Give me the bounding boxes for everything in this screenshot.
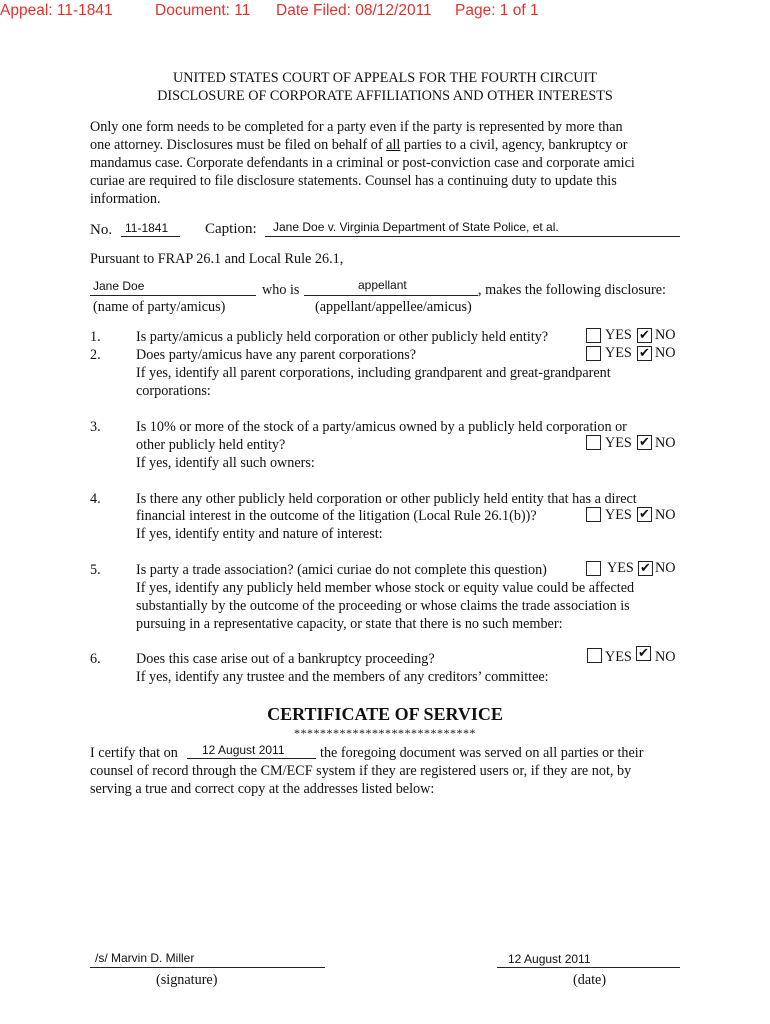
- q5-text: Is party a trade association? (amici curiae do not complete this question): [136, 562, 547, 578]
- certify-line3: serving a true and correct copy at the addresses listed below:: [90, 781, 435, 797]
- q6-yes-checkbox[interactable]: [587, 648, 602, 663]
- q6-text: Does this case arise out of a bankruptcy proceeding?: [136, 651, 435, 667]
- party-name-underline: [90, 295, 256, 296]
- makes-disclosure-label: , makes the following disclosure:: [478, 282, 666, 298]
- party-role-underline: [304, 295, 478, 296]
- party-name-caption: (name of party/amicus): [93, 299, 226, 315]
- q5-instruction: If yes, identify any publicly held member whose stock or equity value could be affected: [136, 580, 635, 596]
- q4-text: Is there any other publicly held corporation or other publicly held entity that has a direct: [136, 491, 637, 507]
- caption-underline: [265, 236, 680, 237]
- q6-no-label: NO: [655, 649, 676, 665]
- q2-yes-label: YES: [605, 345, 632, 361]
- caption-label: Caption:: [205, 221, 257, 237]
- q6-number: 6.: [90, 651, 101, 667]
- date-caption: (date): [573, 972, 607, 988]
- q2-no-checkbox[interactable]: ✔: [637, 346, 652, 361]
- q3-yes-checkbox[interactable]: [586, 435, 601, 450]
- signature-line: [90, 967, 325, 968]
- q4-number: 4.: [90, 491, 101, 507]
- q5-instruction-2: substantially by the outcome of the proceeding or whose claims the trade association is: [136, 598, 630, 614]
- q5-no-checkbox[interactable]: ✔: [638, 561, 653, 576]
- q4-yes-label: YES: [605, 507, 632, 523]
- q3-no-label: NO: [655, 435, 676, 451]
- q3-number: 3.: [90, 419, 101, 435]
- page-count: Page: 1 of 1: [455, 2, 539, 19]
- signature-date-field[interactable]: 12 August 2011: [508, 952, 591, 966]
- q5-instruction-3: pursuing in a representative capacity, or state that there is no such member:: [136, 616, 563, 632]
- appeal-number: Appeal: 11-1841: [0, 2, 113, 19]
- case-no-underline: [121, 236, 180, 237]
- q5-number: 5.: [90, 562, 101, 578]
- certify-line2: counsel of record through the CM/ECF system if they are registered users or, if they are not, by: [90, 763, 632, 779]
- form-title-line1: UNITED STATES COURT OF APPEALS FOR THE FOURTH CIRCUIT: [173, 70, 597, 86]
- q3-text-2: other publicly held entity?: [136, 437, 286, 453]
- case-no-field[interactable]: 11-1841: [125, 221, 169, 235]
- pursuant-line: Pursuant to FRAP 26.1 and Local Rule 26.1,: [90, 251, 344, 267]
- certify-text: the foregoing document was served on all parties or their: [320, 745, 644, 761]
- q1-number: 1.: [90, 329, 101, 345]
- q1-no-checkbox[interactable]: ✔: [637, 328, 652, 343]
- q2-instruction: If yes, identify all parent corporations, including grandparent and great-grandparent: [136, 365, 611, 381]
- q2-yes-checkbox[interactable]: [586, 346, 601, 361]
- date-filed: Date Filed: 08/12/2011: [276, 2, 432, 19]
- service-date-field[interactable]: 12 August 2011: [202, 743, 285, 757]
- q6-no-checkbox[interactable]: ✔: [636, 646, 651, 661]
- q4-no-checkbox[interactable]: ✔: [637, 507, 652, 522]
- intro-line2: one attorney. Disclosures must be filed on behalf of all parties to a civil, agency, bankruptcy or: [90, 137, 628, 153]
- case-no-label: No.: [90, 222, 113, 238]
- who-is-label: who is: [262, 282, 300, 298]
- q5-yes-checkbox[interactable]: [586, 561, 601, 576]
- q4-yes-checkbox[interactable]: [586, 507, 601, 522]
- q2-instruction-2: corporations:: [136, 383, 211, 399]
- intro-line3: mandamus case. Corporate defendants in a criminal or post-conviction case and corporate amici: [90, 155, 635, 171]
- q6-instruction: If yes, identify any trustee and the members of any creditors’ committee:: [136, 669, 549, 685]
- q5-no-label: NO: [655, 560, 676, 576]
- q4-no-label: NO: [655, 507, 676, 523]
- intro-line1: Only one form needs to be completed for a party even if the party is represented by more than: [90, 119, 623, 135]
- caption-field[interactable]: Jane Doe v. Virginia Department of State Police, et al.: [273, 220, 559, 234]
- q3-no-checkbox[interactable]: ✔: [637, 435, 652, 450]
- q1-text: Is party/amicus a publicly held corporation or other publicly held entity?: [136, 329, 549, 345]
- q1-no-label: NO: [655, 327, 676, 343]
- q4-text-2: financial interest in the outcome of the litigation (Local Rule 26.1(b))?: [136, 508, 537, 524]
- q1-yes-checkbox[interactable]: [586, 328, 601, 343]
- intro-line4: curiae are required to file disclosure statements. Counsel has a continuing duty to update this: [90, 173, 617, 189]
- signature-caption: (signature): [156, 972, 218, 988]
- document-number: Document: 11: [155, 2, 251, 19]
- q6-yes-label: YES: [605, 649, 632, 665]
- date-line: [497, 967, 680, 968]
- q5-yes-label: YES: [607, 560, 634, 576]
- q3-yes-label: YES: [605, 435, 632, 451]
- certify-label: I certify that on: [90, 745, 178, 761]
- q2-text: Does party/amicus have any parent corporations?: [136, 347, 417, 363]
- party-role-field[interactable]: appellant: [358, 278, 407, 292]
- q4-instruction: If yes, identify entity and nature of interest:: [136, 526, 383, 542]
- q1-yes-label: YES: [605, 327, 632, 343]
- service-date-underline: [187, 758, 316, 759]
- form-title-line2: DISCLOSURE OF CORPORATE AFFILIATIONS AND OTHER INTERESTS: [157, 88, 613, 104]
- q2-number: 2.: [90, 347, 101, 363]
- q3-instruction: If yes, identify all such owners:: [136, 455, 315, 471]
- party-role-caption: (appellant/appellee/amicus): [315, 299, 472, 315]
- q2-no-label: NO: [655, 345, 676, 361]
- certificate-title: CERTIFICATE OF SERVICE: [267, 704, 503, 724]
- signature-field[interactable]: /s/ Marvin D. Miller: [95, 951, 195, 965]
- party-name-field[interactable]: Jane Doe: [93, 279, 145, 293]
- q3-text: Is 10% or more of the stock of a party/amicus owned by a publicly held corporation or: [136, 419, 627, 435]
- certificate-stars: ****************************: [294, 726, 476, 740]
- intro-line5: information.: [90, 191, 161, 207]
